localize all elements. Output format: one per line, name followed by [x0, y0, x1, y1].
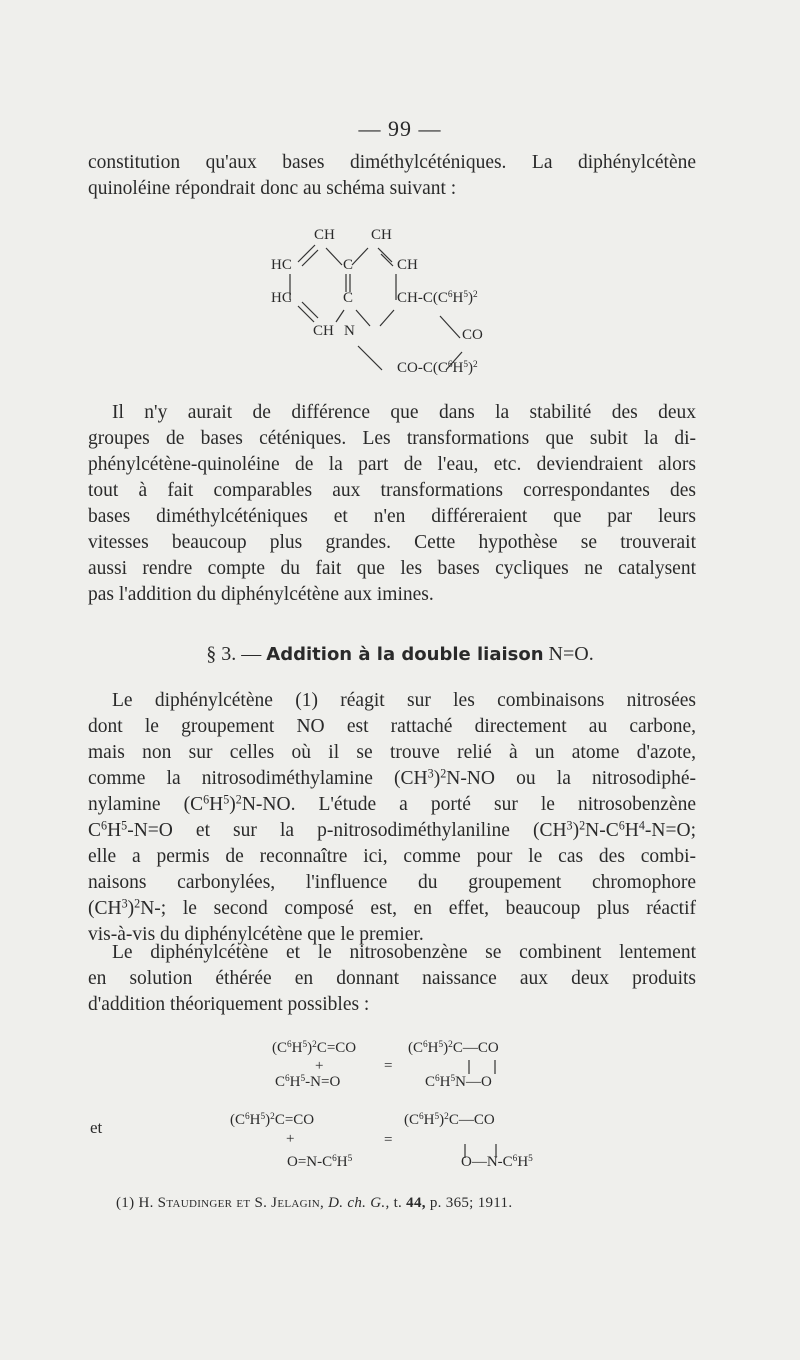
atom-label: C	[343, 290, 354, 306]
atom-label: HC	[271, 257, 292, 273]
atom-label: N	[344, 323, 355, 339]
atom-label: CH	[313, 323, 334, 339]
text-line: comme la nitrosodiméthylamine $(CH^3)^2N-NO$ ou la nitrosodiphé-	[88, 766, 696, 789]
reactant-formula: $(C^6H^5)^2C=CO$	[272, 1039, 357, 1056]
footnote-authors: H. Staudinger et S. Jelagin,	[138, 1195, 325, 1211]
text-line: phénylcétène-quinoléine de la part de l'eau, etc. deviendraient alors	[88, 454, 696, 475]
text-line: constitution qu'aux bases diméthylcéténiques. La diphénylcétène	[88, 152, 696, 173]
atom-label: HC	[271, 290, 292, 306]
reactant-formula: $O=N-C^6H^5$	[287, 1153, 353, 1170]
section-number: § 3. —	[206, 643, 262, 665]
reactant-formula: $C^6H^5-N=O$	[275, 1073, 341, 1090]
text-line: groupes de bases céténiques. Les transformations que subit la di-	[88, 428, 696, 449]
product-formula: $C^6H^5N—O$	[425, 1073, 492, 1090]
text-line: nylamine $(C^6H^5)^2N-NO$. L'étude a porté sur le nitrosobenzène	[88, 792, 696, 815]
text-line: d'addition théoriquement possibles :	[88, 994, 370, 1015]
plus-sign: +	[286, 1131, 295, 1147]
footnote-pages: p. 365; 1911.	[429, 1195, 513, 1211]
text-line: vitesses beaucoup plus grandes. Cette hypothèse se trouverait	[88, 532, 696, 553]
atom-label: CH	[397, 257, 418, 273]
equals-sign: =	[384, 1058, 393, 1074]
product-formula: $(C^6H^5)^2C—CO$	[404, 1111, 495, 1128]
section-title: Addition à la double liaison	[266, 644, 544, 665]
footnote-journal: D. ch. G.,	[328, 1195, 390, 1211]
text-line: tout à fait comparables aux transformations correspondantes des	[88, 480, 696, 501]
text-line: mais non sur celles où il se trouve relié à un atome d'azote,	[88, 742, 696, 763]
footnote	[116, 1195, 512, 1212]
text-line: quinoléine répondrait donc au schéma suivant :	[88, 178, 457, 199]
text-line: dont le groupement NO est rattaché directement au carbone,	[88, 716, 696, 737]
atom-label: $CO-C(C^6H^5)^2$	[397, 359, 478, 376]
atom-label: CH	[314, 227, 335, 243]
equals-sign: =	[384, 1132, 393, 1148]
text-line: $C^6H^5-N=O$ et sur la p-nitrosodiméthylaniline $(CH^3)^2N-C^6H^4-N=O$;	[88, 818, 696, 841]
product-formula: $O—N-C^6H^5$	[461, 1153, 533, 1170]
text-line: Il n'y aurait de différence que dans la stabilité des deux	[112, 402, 696, 423]
text-line: $(CH^3)^2N-$; le second composé est, en effet, beaucoup plus réactif	[88, 896, 696, 919]
text-line: aussi rendre compte du fait que les bases cycliques ne catalysent	[88, 558, 696, 579]
reactant-formula: $(C^6H^5)^2C=CO$	[230, 1111, 315, 1128]
text-line: Le diphénylcétène et le nitrosobenzène se combinent lentement	[112, 942, 696, 963]
plus-sign: +	[315, 1058, 324, 1074]
section-formula: N=O.	[548, 643, 594, 665]
text-line: naisons carbonylées, l'influence du groupement chromophore	[88, 872, 696, 893]
connector-word: et	[90, 1118, 103, 1137]
text-line: Le diphénylcétène (1) réagit sur les combinaisons nitrosées	[112, 690, 696, 711]
text-line: vis-à-vis du diphénylcétène que le premier.	[88, 924, 424, 945]
footnote-volume-label: t.	[393, 1195, 403, 1211]
text-line: bases diméthylcéténiques et n'en différeraient que par leurs	[88, 506, 696, 527]
text-line: en solution éthérée en donnant naissance aux deux produits	[88, 968, 696, 989]
atom-label: CO	[462, 327, 483, 343]
footnote-volume: 44,	[406, 1195, 426, 1211]
footnote-mark: (1)	[116, 1195, 135, 1211]
text-line: pas l'addition du diphénylcétène aux imines.	[88, 584, 434, 605]
text-line: elle a permis de reconnaître ici, comme pour le cas des combi-	[88, 846, 696, 867]
page-number: — 99 —	[358, 116, 442, 141]
atom-label: C	[343, 257, 354, 273]
atom-label: $CH-C(C^6H^5)^2$	[397, 289, 478, 306]
atom-label: CH	[371, 227, 392, 243]
product-formula: $(C^6H^5)^2C—CO$	[408, 1039, 499, 1056]
